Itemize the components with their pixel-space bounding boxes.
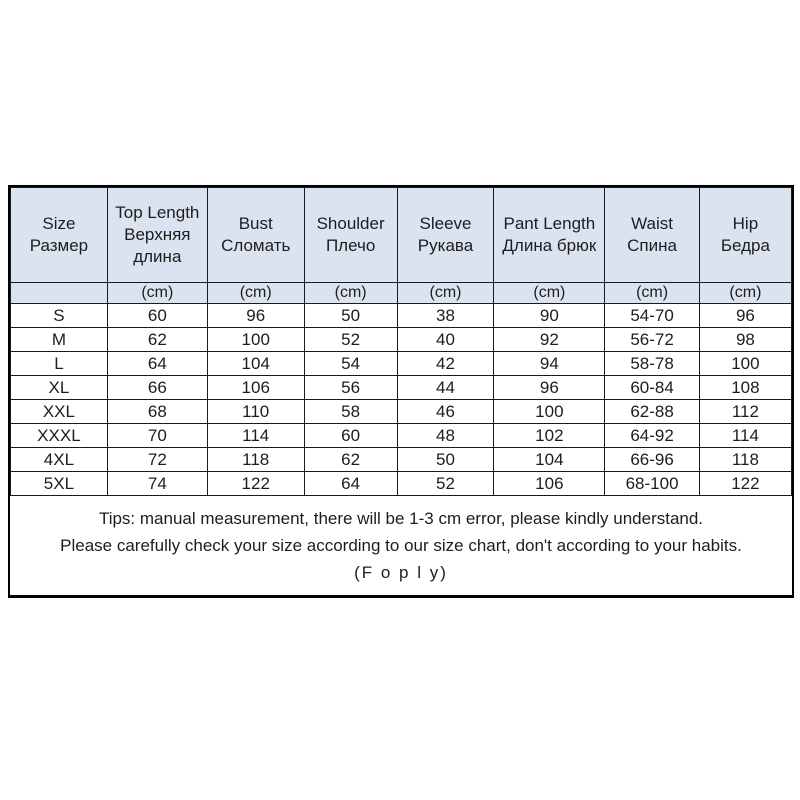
table-row-s <box>11 304 792 328</box>
table-row-l <box>11 352 792 376</box>
value-cell: 42 <box>397 352 494 376</box>
column-header-hip <box>699 188 791 283</box>
size-cell: M <box>11 328 108 352</box>
value-cell: 96 <box>207 304 304 328</box>
column-header-pant-length <box>494 188 605 283</box>
value-cell: 104 <box>207 352 304 376</box>
value-cell: 50 <box>304 304 397 328</box>
value-cell: 40 <box>397 328 494 352</box>
value-cell: 104 <box>494 448 605 472</box>
value-cell: 58 <box>304 400 397 424</box>
column-header-waist <box>605 188 700 283</box>
column-header-size-en: Size <box>42 214 76 234</box>
value-cell: 62-88 <box>605 400 700 424</box>
value-cell: 68-100 <box>605 472 700 496</box>
value-cell: 44 <box>397 376 494 400</box>
column-header-bust <box>207 188 304 283</box>
column-header-sleeve-ru: Рукава <box>417 236 474 255</box>
tips-line-1: Tips: manual measurement, there will be 1-3 cm error, please kindly understand. <box>98 509 704 528</box>
value-cell: 98 <box>699 328 791 352</box>
unit-row <box>11 283 792 304</box>
value-cell: 66 <box>107 376 207 400</box>
column-header-sleeve <box>397 188 494 283</box>
column-header-top-length-ru: Верхняя длина <box>124 225 191 266</box>
column-header-size-ru: Размер <box>29 236 89 255</box>
value-cell: 110 <box>207 400 304 424</box>
value-cell: 50 <box>397 448 494 472</box>
table-row-4xl <box>11 448 792 472</box>
column-header-hip-en: Hip <box>732 214 759 234</box>
unit-cell: (cm) <box>207 283 304 304</box>
unit-cell: (cm) <box>304 283 397 304</box>
value-cell: 64 <box>304 472 397 496</box>
value-cell: 102 <box>494 424 605 448</box>
size-cell: XXXL <box>11 424 108 448</box>
value-cell: 48 <box>397 424 494 448</box>
size-chart-table-wrap <box>8 185 794 598</box>
column-header-size <box>11 188 108 283</box>
value-cell: 60 <box>107 304 207 328</box>
value-cell: 106 <box>207 376 304 400</box>
value-cell: 100 <box>207 328 304 352</box>
size-cell: XXL <box>11 400 108 424</box>
size-cell: S <box>11 304 108 328</box>
value-cell: 74 <box>107 472 207 496</box>
value-cell: 122 <box>699 472 791 496</box>
unit-cell: (cm) <box>397 283 494 304</box>
value-cell: 46 <box>397 400 494 424</box>
value-cell: 112 <box>699 400 791 424</box>
size-cell: L <box>11 352 108 376</box>
value-cell: 100 <box>699 352 791 376</box>
value-cell: 72 <box>107 448 207 472</box>
column-header-top-length-en: Top Length <box>115 203 200 223</box>
size-cell: 5XL <box>11 472 108 496</box>
value-cell: 106 <box>494 472 605 496</box>
value-cell: 52 <box>304 328 397 352</box>
value-cell: 90 <box>494 304 605 328</box>
value-cell: 68 <box>107 400 207 424</box>
value-cell: 62 <box>304 448 397 472</box>
column-header-pant-length-ru: Длина брюк <box>502 236 597 255</box>
value-cell: 56 <box>304 376 397 400</box>
value-cell: 60-84 <box>605 376 700 400</box>
value-cell: 108 <box>699 376 791 400</box>
unit-cell: (cm) <box>494 283 605 304</box>
value-cell: 62 <box>107 328 207 352</box>
size-cell: 4XL <box>11 448 108 472</box>
table-row-xxxl <box>11 424 792 448</box>
size-chart-table <box>10 187 792 496</box>
column-header-waist-ru: Спина <box>627 236 677 255</box>
value-cell: 60 <box>304 424 397 448</box>
column-header-shoulder-ru: Плечо <box>325 236 376 255</box>
value-cell: 64-92 <box>605 424 700 448</box>
unit-cell-empty <box>11 283 108 304</box>
table-row-xl <box>11 376 792 400</box>
column-header-bust-ru: Сломать <box>221 236 291 255</box>
value-cell: 118 <box>207 448 304 472</box>
column-header-top-length <box>107 188 207 283</box>
value-cell: 118 <box>699 448 791 472</box>
size-cell: XL <box>11 376 108 400</box>
table-row-5xl <box>11 472 792 496</box>
value-cell: 66-96 <box>605 448 700 472</box>
column-header-hip-ru: Бедра <box>720 236 770 255</box>
value-cell: 52 <box>397 472 494 496</box>
table-row-xxl <box>11 400 792 424</box>
table-row-m <box>11 328 792 352</box>
value-cell: 92 <box>494 328 605 352</box>
unit-cell: (cm) <box>605 283 700 304</box>
value-cell: 114 <box>207 424 304 448</box>
brand-line: (F o p l y) <box>354 563 448 582</box>
unit-cell: (cm) <box>107 283 207 304</box>
value-cell: 114 <box>699 424 791 448</box>
value-cell: 96 <box>494 376 605 400</box>
value-cell: 70 <box>107 424 207 448</box>
column-header-shoulder <box>304 188 397 283</box>
value-cell: 94 <box>494 352 605 376</box>
unit-cell: (cm) <box>699 283 791 304</box>
column-header-shoulder-en: Shoulder <box>316 214 385 234</box>
value-cell: 54-70 <box>605 304 700 328</box>
value-cell: 96 <box>699 304 791 328</box>
column-header-waist-en: Waist <box>631 214 673 234</box>
value-cell: 54 <box>304 352 397 376</box>
value-cell: 64 <box>107 352 207 376</box>
tips-footer <box>10 496 792 595</box>
value-cell: 58-78 <box>605 352 700 376</box>
column-header-bust-en: Bust <box>238 214 273 234</box>
value-cell: 56-72 <box>605 328 700 352</box>
column-header-pant-length-en: Pant Length <box>503 214 596 234</box>
tips-line-2: Please carefully check your size according to our size chart, don't according to your habits. <box>60 536 742 555</box>
value-cell: 38 <box>397 304 494 328</box>
column-header-sleeve-en: Sleeve <box>419 214 472 234</box>
value-cell: 100 <box>494 400 605 424</box>
header-row <box>11 188 792 283</box>
value-cell: 122 <box>207 472 304 496</box>
